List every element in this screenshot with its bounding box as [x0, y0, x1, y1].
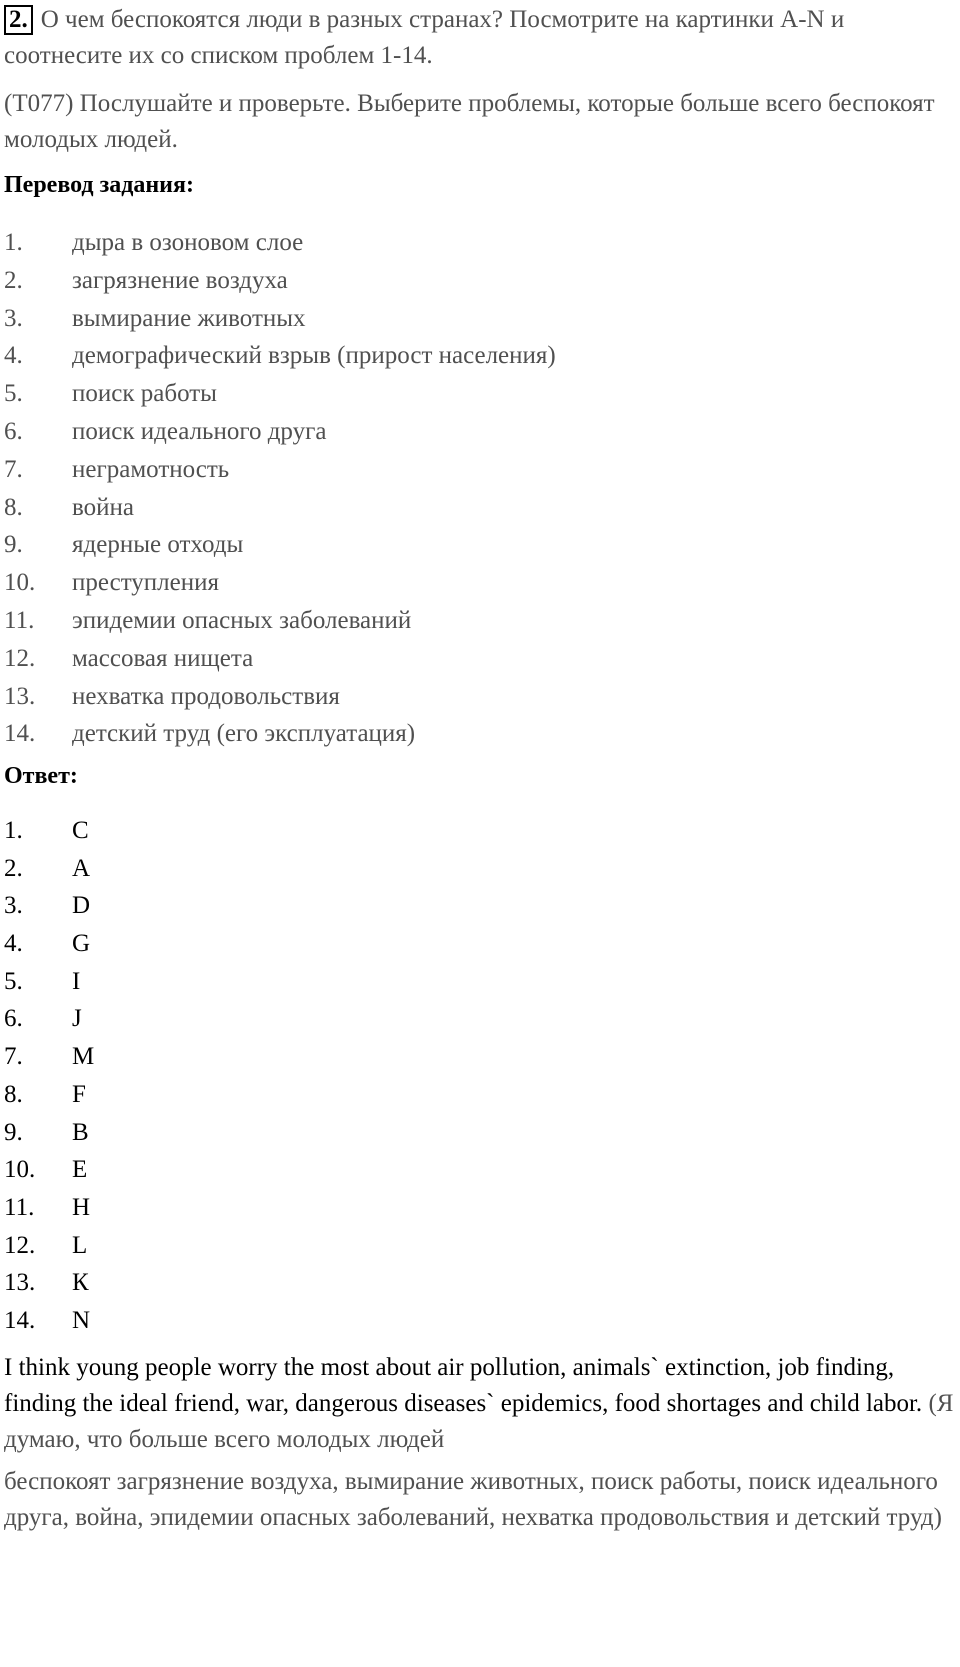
task-line2: (T077) Послушайте и проверьте. Выберите проблемы, которые больше всего беспокоят молодых людей.	[4, 90, 935, 153]
list-item: 11. эпидемии опасных заболеваний	[4, 606, 412, 634]
list-item: 2. загрязнение воздуха	[4, 266, 288, 294]
list-item: 5. поиск работы	[4, 380, 217, 408]
list-item: 14. детский труд (его эксплуатация)	[4, 720, 416, 748]
list-item: 3. вымирание животных	[4, 304, 306, 332]
translation-list	[4, 224, 556, 753]
conclusion-english: I think young people worry the most about air pollution, animals` extinction, job finding, finding the ideal friend, war, dangerous diseases` epidemics, food shortages and child labor.	[4, 1354, 923, 1417]
list-item: 3. D	[4, 892, 91, 920]
translation-heading: Перевод задания:	[4, 172, 194, 198]
answer-list	[4, 812, 94, 1340]
list-item: 10. преступления	[4, 569, 219, 597]
task-number: 2.	[4, 5, 33, 35]
list-item: 5. I	[4, 967, 81, 995]
list-item: 13. К	[4, 1269, 89, 1297]
conclusion-russian-start: (Я думаю, что больше всего молодых людей	[4, 1390, 954, 1453]
list-item: 14. N	[4, 1306, 91, 1334]
conclusion-paragraph	[4, 1350, 954, 1458]
list-item: 1. C	[4, 817, 89, 844]
list-item: 6. поиск идеального друга	[4, 417, 327, 445]
list-item: 9. B	[4, 1118, 89, 1146]
answer-heading: Ответ:	[4, 763, 78, 789]
list-item: 1. дыра в озоновом слое	[4, 229, 304, 256]
list-item: 11. H	[4, 1193, 91, 1221]
list-item: 4. демографический взрыв (прирост населения)	[4, 342, 556, 370]
list-item: 7. M	[4, 1043, 95, 1071]
list-item: 12. L	[4, 1231, 88, 1259]
list-item: 13. нехватка продовольствия	[4, 682, 340, 710]
list-item: 8. война	[4, 493, 134, 521]
conclusion-russian: беспокоят загрязнение воздуха, вымирание животных, поиск работы, поиск идеального друга, война, эпидемии опасных заболеваний, нехватка продовольствия и детский труд)	[4, 1468, 942, 1531]
list-item: 6. J	[4, 1005, 82, 1033]
list-item: 2. A	[4, 854, 91, 882]
list-item: 10. E	[4, 1156, 88, 1184]
task-line1: О чем беспокоятся люди в разных странах? Посмотрите на картинки A-N и соотнесите их со списком проблем 1-14.	[4, 6, 845, 69]
list-item: 12. массовая нищета	[4, 644, 254, 672]
list-item: 9. ядерные отходы	[4, 531, 244, 559]
list-item: 7. неграмотность	[4, 455, 230, 483]
task-prompt	[4, 2, 954, 74]
list-item: 4. G	[4, 930, 91, 958]
list-item: 8. F	[4, 1080, 86, 1108]
